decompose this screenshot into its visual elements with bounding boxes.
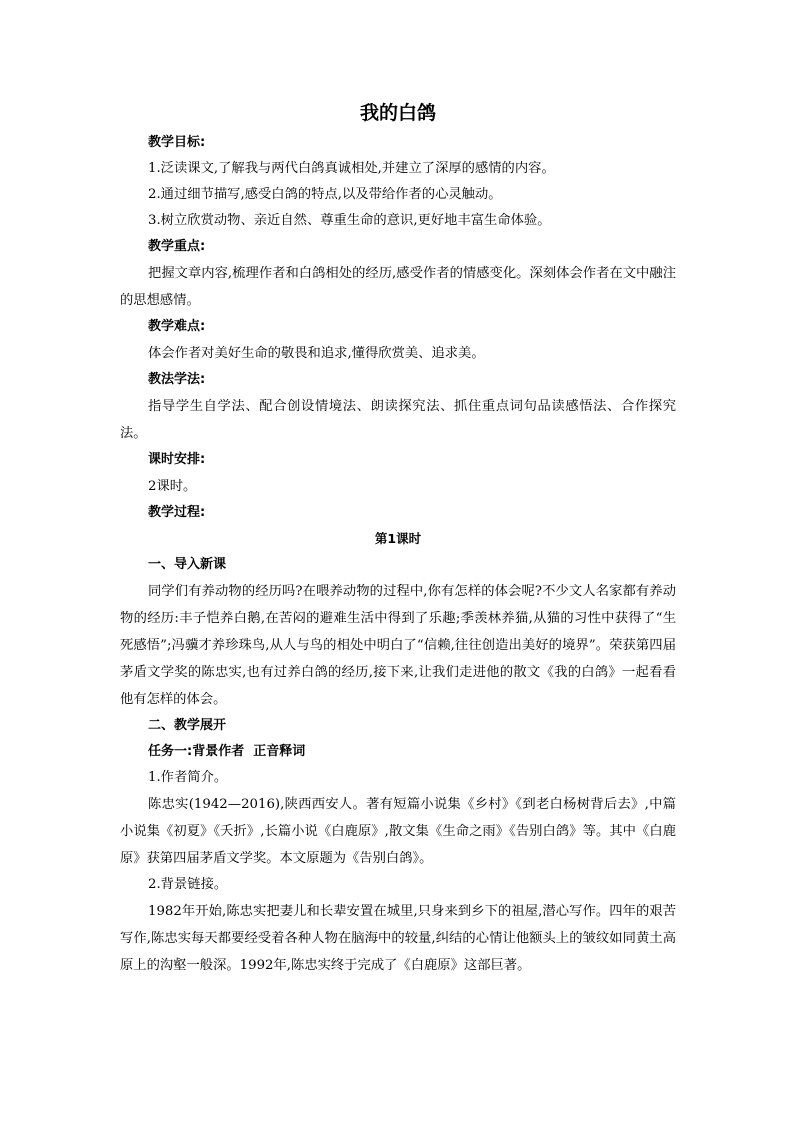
process-heading: 教学过程: <box>148 505 206 520</box>
focus-heading: 教学重点: <box>148 239 206 254</box>
task1-heading: 任务一:背景作者 正音释词 <box>148 744 306 759</box>
background-paragraph: 1982年开始,陈忠实把妻儿和长辈安置在城里,只身来到乡下的祖屋,潜心写作。四年的艰苦写作,陈忠实每天都要经受着各种人物在脑海中的较量,纠结的心情让他额头上的皱纹如同黄土高原上的沟壑一般深。1992年,陈忠实终于完成了《白鹿原》这部巨著。 <box>120 904 676 973</box>
author-intro-label: 1.作者简介。 <box>148 770 228 785</box>
method-heading: 教法学法: <box>148 372 206 387</box>
method-paragraph: 指导学生自学法、配合创设情境法、朗读探究法、抓住重点词句品读感悟法、合作探究法。 <box>120 399 676 441</box>
section2-heading: 二、教学展开 <box>148 718 227 733</box>
section1-paragraph: 同学们有养动物的经历吗?在喂养动物的过程中,你有怎样的体会呢?不少文人名家都有养动物的经历:丰子恺养白鹅,在苦闷的避难生活中得到了乐趣;季羡林养猫,从猫的习性中获得了“生死感悟”;冯骥才养珍珠鸟,从人与鸟的相处中明白了“信赖,往往创造出美好的境界”。荣获第四届茅盾文学奖的陈忠实,也有过养白鸽的经历,接下来,让我们走进他的散文《我的白鸽》一起看看他有怎样的体会。 <box>120 584 676 707</box>
goal-item-1: 1.泛读课文,了解我与两代白鸽真诚相处,并建立了深厚的感情的内容。 <box>148 161 555 176</box>
background-label: 2.背景链接。 <box>148 877 228 892</box>
focus-paragraph: 把握文章内容,梳理作者和白鸽相处的经历,感受作者的情感变化。深刻体会作者在文中融注的思想感情。 <box>120 266 676 308</box>
lesson-heading: 第1课时 <box>374 531 422 546</box>
document-title: 我的白鸽 <box>359 102 436 124</box>
document-body <box>120 96 676 979</box>
goal-item-3: 3.树立欣赏动物、亲近自然、尊重生命的意识,更好地丰富生命体验。 <box>148 213 551 228</box>
difficulty-heading: 教学难点: <box>148 319 206 334</box>
goals-heading: 教学目标: <box>148 135 206 150</box>
goal-item-2: 2.通过细节描写,感受白鸽的特点,以及带给作者的心灵触动。 <box>148 187 502 202</box>
schedule-heading: 课时安排: <box>148 452 206 467</box>
difficulty-paragraph: 体会作者对美好生命的敬畏和追求,懂得欣赏美、追求美。 <box>148 346 485 361</box>
section1-heading: 一、导入新课 <box>148 557 227 572</box>
author-intro-paragraph: 陈忠实(1942—2016),陕西西安人。著有短篇小说集《乡村》《到老白杨树背后去》,中篇小说集《初夏》《夭折》,长篇小说《白鹿原》,散文集《生命之雨》《告别白鸽》等。其中《白鹿原》获第四届茅盾文学奖。本文原题为《告别白鸽》。 <box>120 797 676 866</box>
schedule-paragraph: 2课时。 <box>148 479 197 494</box>
